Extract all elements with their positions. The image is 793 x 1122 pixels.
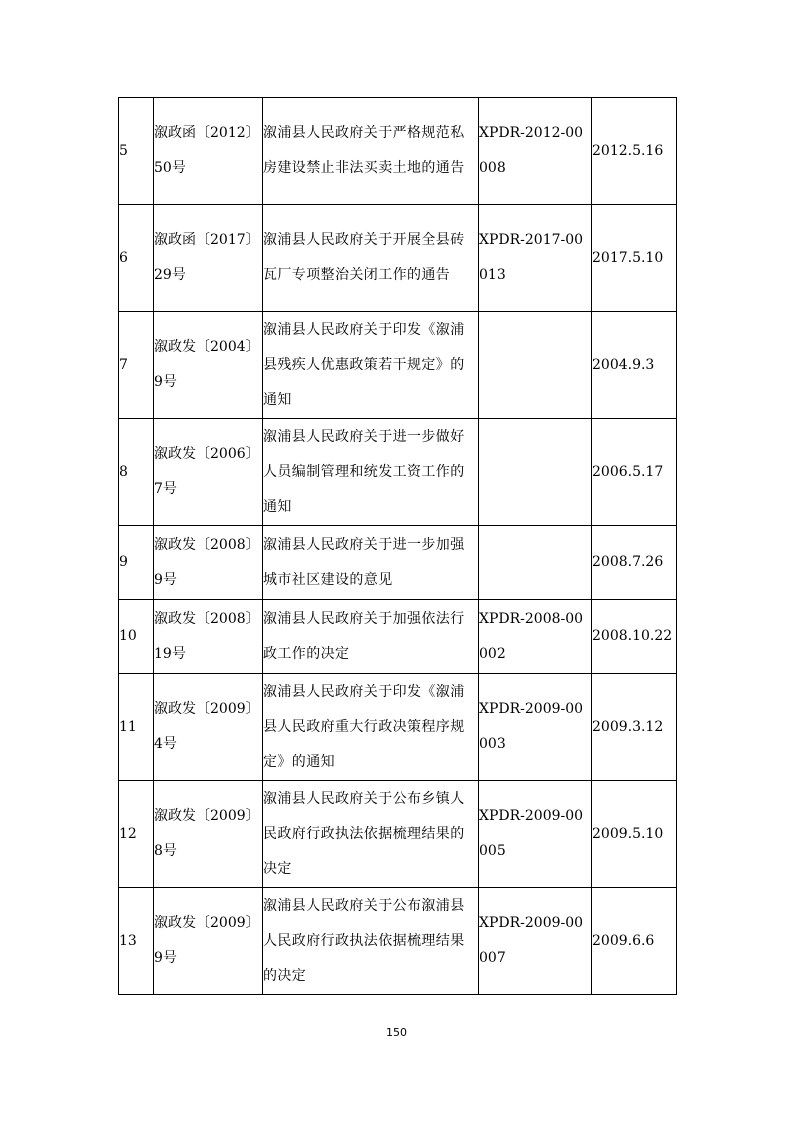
table-row xyxy=(119,98,677,205)
registration-code: XPDR-2008-00002 xyxy=(479,600,592,674)
table-row xyxy=(119,312,677,419)
issue-date: 2017.5.10 xyxy=(592,205,677,312)
issue-date: 2009.6.6 xyxy=(592,888,677,995)
document-list-table xyxy=(118,97,677,995)
table-row xyxy=(119,888,677,995)
document-title: 溆浦县人民政府关于印发《溆浦县人民政府重大行政决策程序规定》的通知 xyxy=(263,674,479,781)
document-number: 溆政函〔2012〕50号 xyxy=(154,98,263,205)
table-row xyxy=(119,419,677,526)
document-title: 溆浦县人民政府关于开展全县砖瓦厂专项整治关闭工作的通告 xyxy=(263,205,479,312)
document-title: 溆浦县人民政府关于印发《溆浦县残疾人优惠政策若干规定》的通知 xyxy=(263,312,479,419)
table-row xyxy=(119,205,677,312)
table-row xyxy=(119,674,677,781)
registration-code xyxy=(479,419,592,526)
document-number: 溆政发〔2009〕4号 xyxy=(154,674,263,781)
registration-code: XPDR-2009-00005 xyxy=(479,781,592,888)
registration-code: XPDR-2012-00008 xyxy=(479,98,592,205)
document-number: 溆政发〔2008〕19号 xyxy=(154,600,263,674)
document-title: 溆浦县人民政府关于严格规范私房建设禁止非法买卖土地的通告 xyxy=(263,98,479,205)
issue-date: 2009.3.12 xyxy=(592,674,677,781)
issue-date: 2008.10.22 xyxy=(592,600,677,674)
row-number: 8 xyxy=(119,419,154,526)
document-number: 溆政发〔2009〕9号 xyxy=(154,888,263,995)
registration-code: XPDR-2009-00007 xyxy=(479,888,592,995)
registration-code: XPDR-2017-00013 xyxy=(479,205,592,312)
table-row xyxy=(119,600,677,674)
issue-date: 2004.9.3 xyxy=(592,312,677,419)
row-number: 7 xyxy=(119,312,154,419)
row-number: 13 xyxy=(119,888,154,995)
row-number: 9 xyxy=(119,526,154,600)
table-row xyxy=(119,526,677,600)
registration-code xyxy=(479,312,592,419)
issue-date: 2009.5.10 xyxy=(592,781,677,888)
document-number: 溆政发〔2006〕7号 xyxy=(154,419,263,526)
page-number: 150 xyxy=(386,1026,407,1039)
document-number: 溆政发〔2004〕9号 xyxy=(154,312,263,419)
issue-date: 2006.5.17 xyxy=(592,419,677,526)
registration-code xyxy=(479,526,592,600)
document-title: 溆浦县人民政府关于公布乡镇人民政府行政执法依据梳理结果的决定 xyxy=(263,781,479,888)
document-title: 溆浦县人民政府关于进一步加强城市社区建设的意见 xyxy=(263,526,479,600)
row-number: 10 xyxy=(119,600,154,674)
issue-date: 2008.7.26 xyxy=(592,526,677,600)
document-title: 溆浦县人民政府关于进一步做好人员编制管理和统发工资工作的通知 xyxy=(263,419,479,526)
document-title: 溆浦县人民政府关于公布溆浦县人民政府行政执法依据梳理结果的决定 xyxy=(263,888,479,995)
row-number: 5 xyxy=(119,98,154,205)
row-number: 6 xyxy=(119,205,154,312)
document-title: 溆浦县人民政府关于加强依法行政工作的决定 xyxy=(263,600,479,674)
row-number: 12 xyxy=(119,781,154,888)
document-number: 溆政发〔2009〕8号 xyxy=(154,781,263,888)
table-row xyxy=(119,781,677,888)
issue-date: 2012.5.16 xyxy=(592,98,677,205)
registration-code: XPDR-2009-00003 xyxy=(479,674,592,781)
document-number: 溆政发〔2008〕9号 xyxy=(154,526,263,600)
row-number: 11 xyxy=(119,674,154,781)
document-number: 溆政函〔2017〕29号 xyxy=(154,205,263,312)
